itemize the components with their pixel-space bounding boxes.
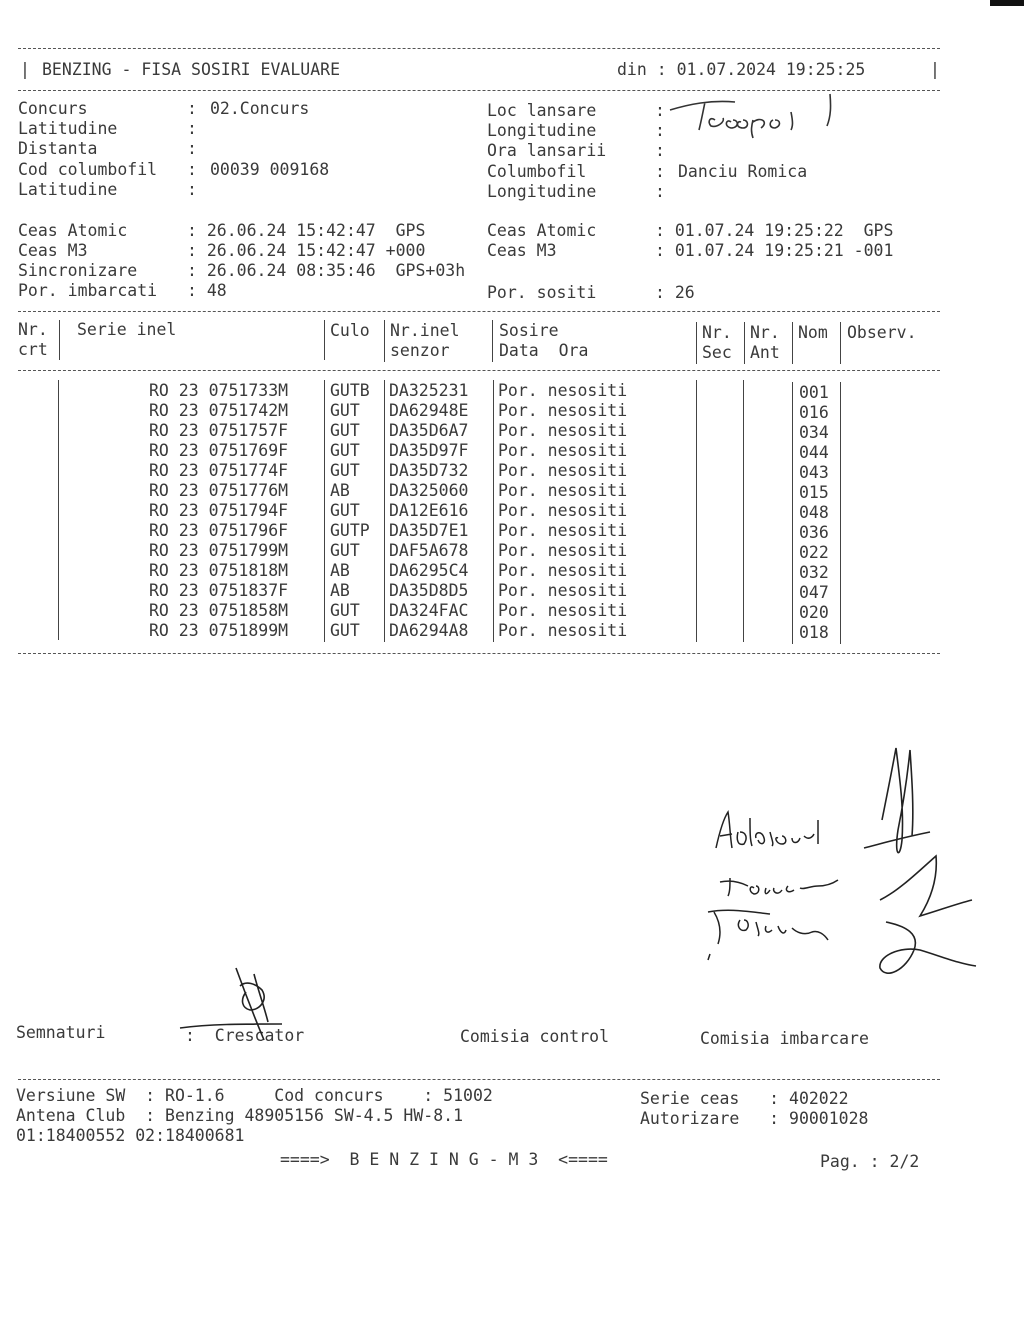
cell-sosire: Por. nesositi [498, 581, 628, 600]
info-value: Danciu Romica [678, 162, 808, 181]
cell-nom: 044 [799, 443, 829, 462]
cell-sosire: Por. nesositi [498, 461, 628, 480]
cell-serie: RO 23 0751818M [149, 561, 289, 580]
cell-sosire: Por. nesositi [498, 381, 628, 400]
cell-nom: 047 [799, 583, 829, 602]
info-sep: : [655, 182, 665, 201]
report-title: BENZING - FISA SOSIRI EVALUARE [42, 60, 341, 79]
col-header-nr-sec: Nr. [702, 323, 732, 342]
clock-label: Por. sositi [487, 283, 597, 302]
header-divider [696, 322, 697, 364]
cell-senzor: DA35D732 [389, 461, 469, 480]
cell-senzor: DA325231 [389, 381, 469, 400]
info-sep: : [187, 160, 197, 179]
footer-codes: 01:18400552 02:18400681 [16, 1126, 245, 1145]
col-header-nom: Nom [798, 323, 828, 342]
info-label: Distanta [18, 139, 98, 158]
header-left-bar: | [20, 60, 30, 79]
cell-senzor: DA35D6A7 [389, 421, 469, 440]
info-value: 02.Concurs [210, 99, 310, 118]
col-header-observ: Observ. [847, 323, 917, 342]
cell-serie: RO 23 0751742M [149, 401, 289, 420]
info-sep: : [655, 101, 665, 120]
scan-edge-mark [990, 0, 1024, 6]
clock-value: : 26.06.24 08:35:46 GPS+03h [187, 261, 466, 280]
cell-nom: 022 [799, 543, 829, 562]
footer-serie-ceas: Serie ceas : 402022 [640, 1089, 849, 1108]
cell-sosire: Por. nesositi [498, 621, 628, 640]
table-row [0, 561, 940, 581]
table-row [0, 521, 940, 541]
info-label: Concurs [18, 99, 88, 118]
col-header-senzor: senzor [390, 341, 450, 360]
table-row [0, 501, 940, 521]
table-row [0, 401, 940, 421]
cell-sosire: Por. nesositi [498, 541, 628, 560]
cell-culo: GUT [330, 461, 360, 480]
clock-label: Ceas Atomic [487, 221, 597, 240]
footer-antena: Antena Club : Benzing 48905156 SW-4.5 HW-8.1 [16, 1106, 464, 1125]
cell-serie: RO 23 0751899M [149, 621, 289, 640]
cell-culo: GUT [330, 421, 360, 440]
info-value: 00039 009168 [210, 160, 330, 179]
cell-senzor: DA6295C4 [389, 561, 469, 580]
cell-sosire: Por. nesositi [498, 421, 628, 440]
cell-serie: RO 23 0751799M [149, 541, 289, 560]
clock-label: Ceas M3 [18, 241, 88, 260]
cell-senzor: DA35D8D5 [389, 581, 469, 600]
table-header-rule [18, 370, 940, 371]
clock-value: : 26.06.24 15:42:47 +000 [187, 241, 426, 260]
clock-label: Por. imbarcati [18, 281, 158, 300]
info-sep: : [187, 139, 197, 158]
info-label: Longitudine [487, 182, 597, 201]
header-top-rule [18, 48, 940, 49]
cell-sosire: Por. nesositi [498, 561, 628, 580]
cell-serie: RO 23 0751794F [149, 501, 289, 520]
table-row [0, 381, 940, 401]
comisia-control-label: Comisia control [460, 1027, 610, 1046]
table-row [0, 441, 940, 461]
cell-senzor: DA12E616 [389, 501, 469, 520]
clock-value: : 01.07.24 19:25:21 -001 [655, 241, 894, 260]
cell-culo: GUT [330, 601, 360, 620]
cell-serie: RO 23 0751757F [149, 421, 289, 440]
info-label: Longitudine [487, 121, 597, 140]
info-sep: : [187, 119, 197, 138]
info-sep: : [187, 99, 197, 118]
header-bottom-rule [18, 90, 940, 91]
cell-sosire: Por. nesositi [498, 441, 628, 460]
cell-nom: 048 [799, 503, 829, 522]
col-header-culo: Culo [330, 321, 370, 340]
cell-serie: RO 23 0751733M [149, 381, 289, 400]
table-row [0, 581, 940, 601]
col-header-nr-ant: Nr. [750, 323, 780, 342]
cell-culo: GUT [330, 401, 360, 420]
cell-senzor: DA35D97F [389, 441, 469, 460]
cell-culo: GUT [330, 441, 360, 460]
header-divider [492, 320, 493, 362]
header-divider [384, 320, 385, 362]
cell-culo: GUTP [330, 521, 370, 540]
col-header-nr: Nr. [18, 320, 48, 339]
cell-serie: RO 23 0751776M [149, 481, 289, 500]
table-row [0, 541, 940, 561]
cell-nom: 032 [799, 563, 829, 582]
header-divider [59, 320, 60, 360]
col-header-serie: Serie inel [77, 320, 177, 339]
footer-rule [18, 1079, 940, 1080]
header-divider [840, 322, 841, 364]
table-row [0, 461, 940, 481]
footer-brand: ====> B E N Z I N G - M 3 <==== [280, 1150, 608, 1169]
info-sep: : [187, 180, 197, 199]
cell-serie: RO 23 0751769F [149, 441, 289, 460]
cell-serie: RO 23 0751858M [149, 601, 289, 620]
cell-senzor: DA35D7E1 [389, 521, 469, 540]
cell-sosire: Por. nesositi [498, 401, 628, 420]
report-date: din : 01.07.2024 19:25:25 [617, 60, 866, 79]
info-label: Ora lansarii [487, 141, 607, 160]
clock-label: Sincronizare [18, 261, 138, 280]
cell-nom: 036 [799, 523, 829, 542]
cell-senzor: DAF5A678 [389, 541, 469, 560]
committee-signatures [700, 740, 980, 990]
cell-serie: RO 23 0751837F [149, 581, 289, 600]
clock-label: Ceas Atomic [18, 221, 128, 240]
info-label: Columbofil [487, 162, 587, 181]
cell-serie: RO 23 0751774F [149, 461, 289, 480]
col-header-nr-inel: Nr.inel [390, 321, 460, 340]
cell-nom: 015 [799, 483, 829, 502]
cell-sosire: Por. nesositi [498, 601, 628, 620]
footer-version: Versiune SW : RO-1.6 Cod concurs : 51002 [16, 1086, 493, 1105]
footer-autorizare: Autorizare : 90001028 [640, 1109, 869, 1128]
table-row [0, 481, 940, 501]
info-label: Latitudine [18, 119, 118, 138]
info-sep: : [655, 162, 665, 181]
header-divider [792, 322, 793, 364]
clock-value: : 26 [655, 283, 695, 302]
cell-culo: AB [330, 581, 350, 600]
cell-sosire: Por. nesositi [498, 501, 628, 520]
handwritten-loc-lansare [665, 92, 845, 142]
header-divider [744, 322, 745, 364]
cell-sosire: Por. nesositi [498, 521, 628, 540]
info-label: Cod columbofil [18, 160, 158, 179]
cell-culo: GUT [330, 621, 360, 640]
page-number: Pag. : 2/2 [820, 1152, 920, 1171]
cell-nom: 001 [799, 383, 829, 402]
table-bottom-rule [18, 653, 940, 654]
cell-nom: 034 [799, 423, 829, 442]
table-row [0, 621, 940, 641]
cell-culo: GUT [330, 541, 360, 560]
info-label: Loc lansare [487, 101, 597, 120]
col-header-ant: Ant [750, 343, 780, 362]
cell-culo: AB [330, 481, 350, 500]
clock-value: : 48 [187, 281, 227, 300]
cell-senzor: DA6294A8 [389, 621, 469, 640]
cell-culo: AB [330, 561, 350, 580]
cell-senzor: DA325060 [389, 481, 469, 500]
header-right-bar: | [930, 60, 940, 79]
cell-culo: GUT [330, 501, 360, 520]
header-divider [324, 320, 325, 360]
cell-nom: 016 [799, 403, 829, 422]
cell-nom: 043 [799, 463, 829, 482]
comisia-imbarcare-label: Comisia imbarcare [700, 1029, 869, 1048]
col-header-data-ora: Data Ora [499, 341, 589, 360]
info-sep: : [655, 141, 665, 160]
table-top-rule [18, 311, 940, 312]
crescator-signature [170, 960, 330, 1060]
crescator-label: : Crescator [185, 1026, 305, 1045]
info-sep: : [655, 121, 665, 140]
clock-value: : 26.06.24 15:42:47 GPS [187, 221, 426, 240]
cell-nom: 018 [799, 623, 829, 642]
cell-serie: RO 23 0751796F [149, 521, 289, 540]
cell-culo: GUTB [330, 381, 370, 400]
cell-senzor: DA62948E [389, 401, 469, 420]
col-header-crt: crt [18, 340, 48, 359]
signatures-label: Semnaturi [16, 1023, 106, 1042]
clock-value: : 01.07.24 19:25:22 GPS [655, 221, 894, 240]
cell-nom: 020 [799, 603, 829, 622]
cell-senzor: DA324FAC [389, 601, 469, 620]
table-row [0, 421, 940, 441]
col-header-sec: Sec [702, 343, 732, 362]
clock-label: Ceas M3 [487, 241, 557, 260]
table-row [0, 601, 940, 621]
cell-sosire: Por. nesositi [498, 481, 628, 500]
info-label: Latitudine [18, 180, 118, 199]
col-header-sosire: Sosire [499, 321, 559, 340]
